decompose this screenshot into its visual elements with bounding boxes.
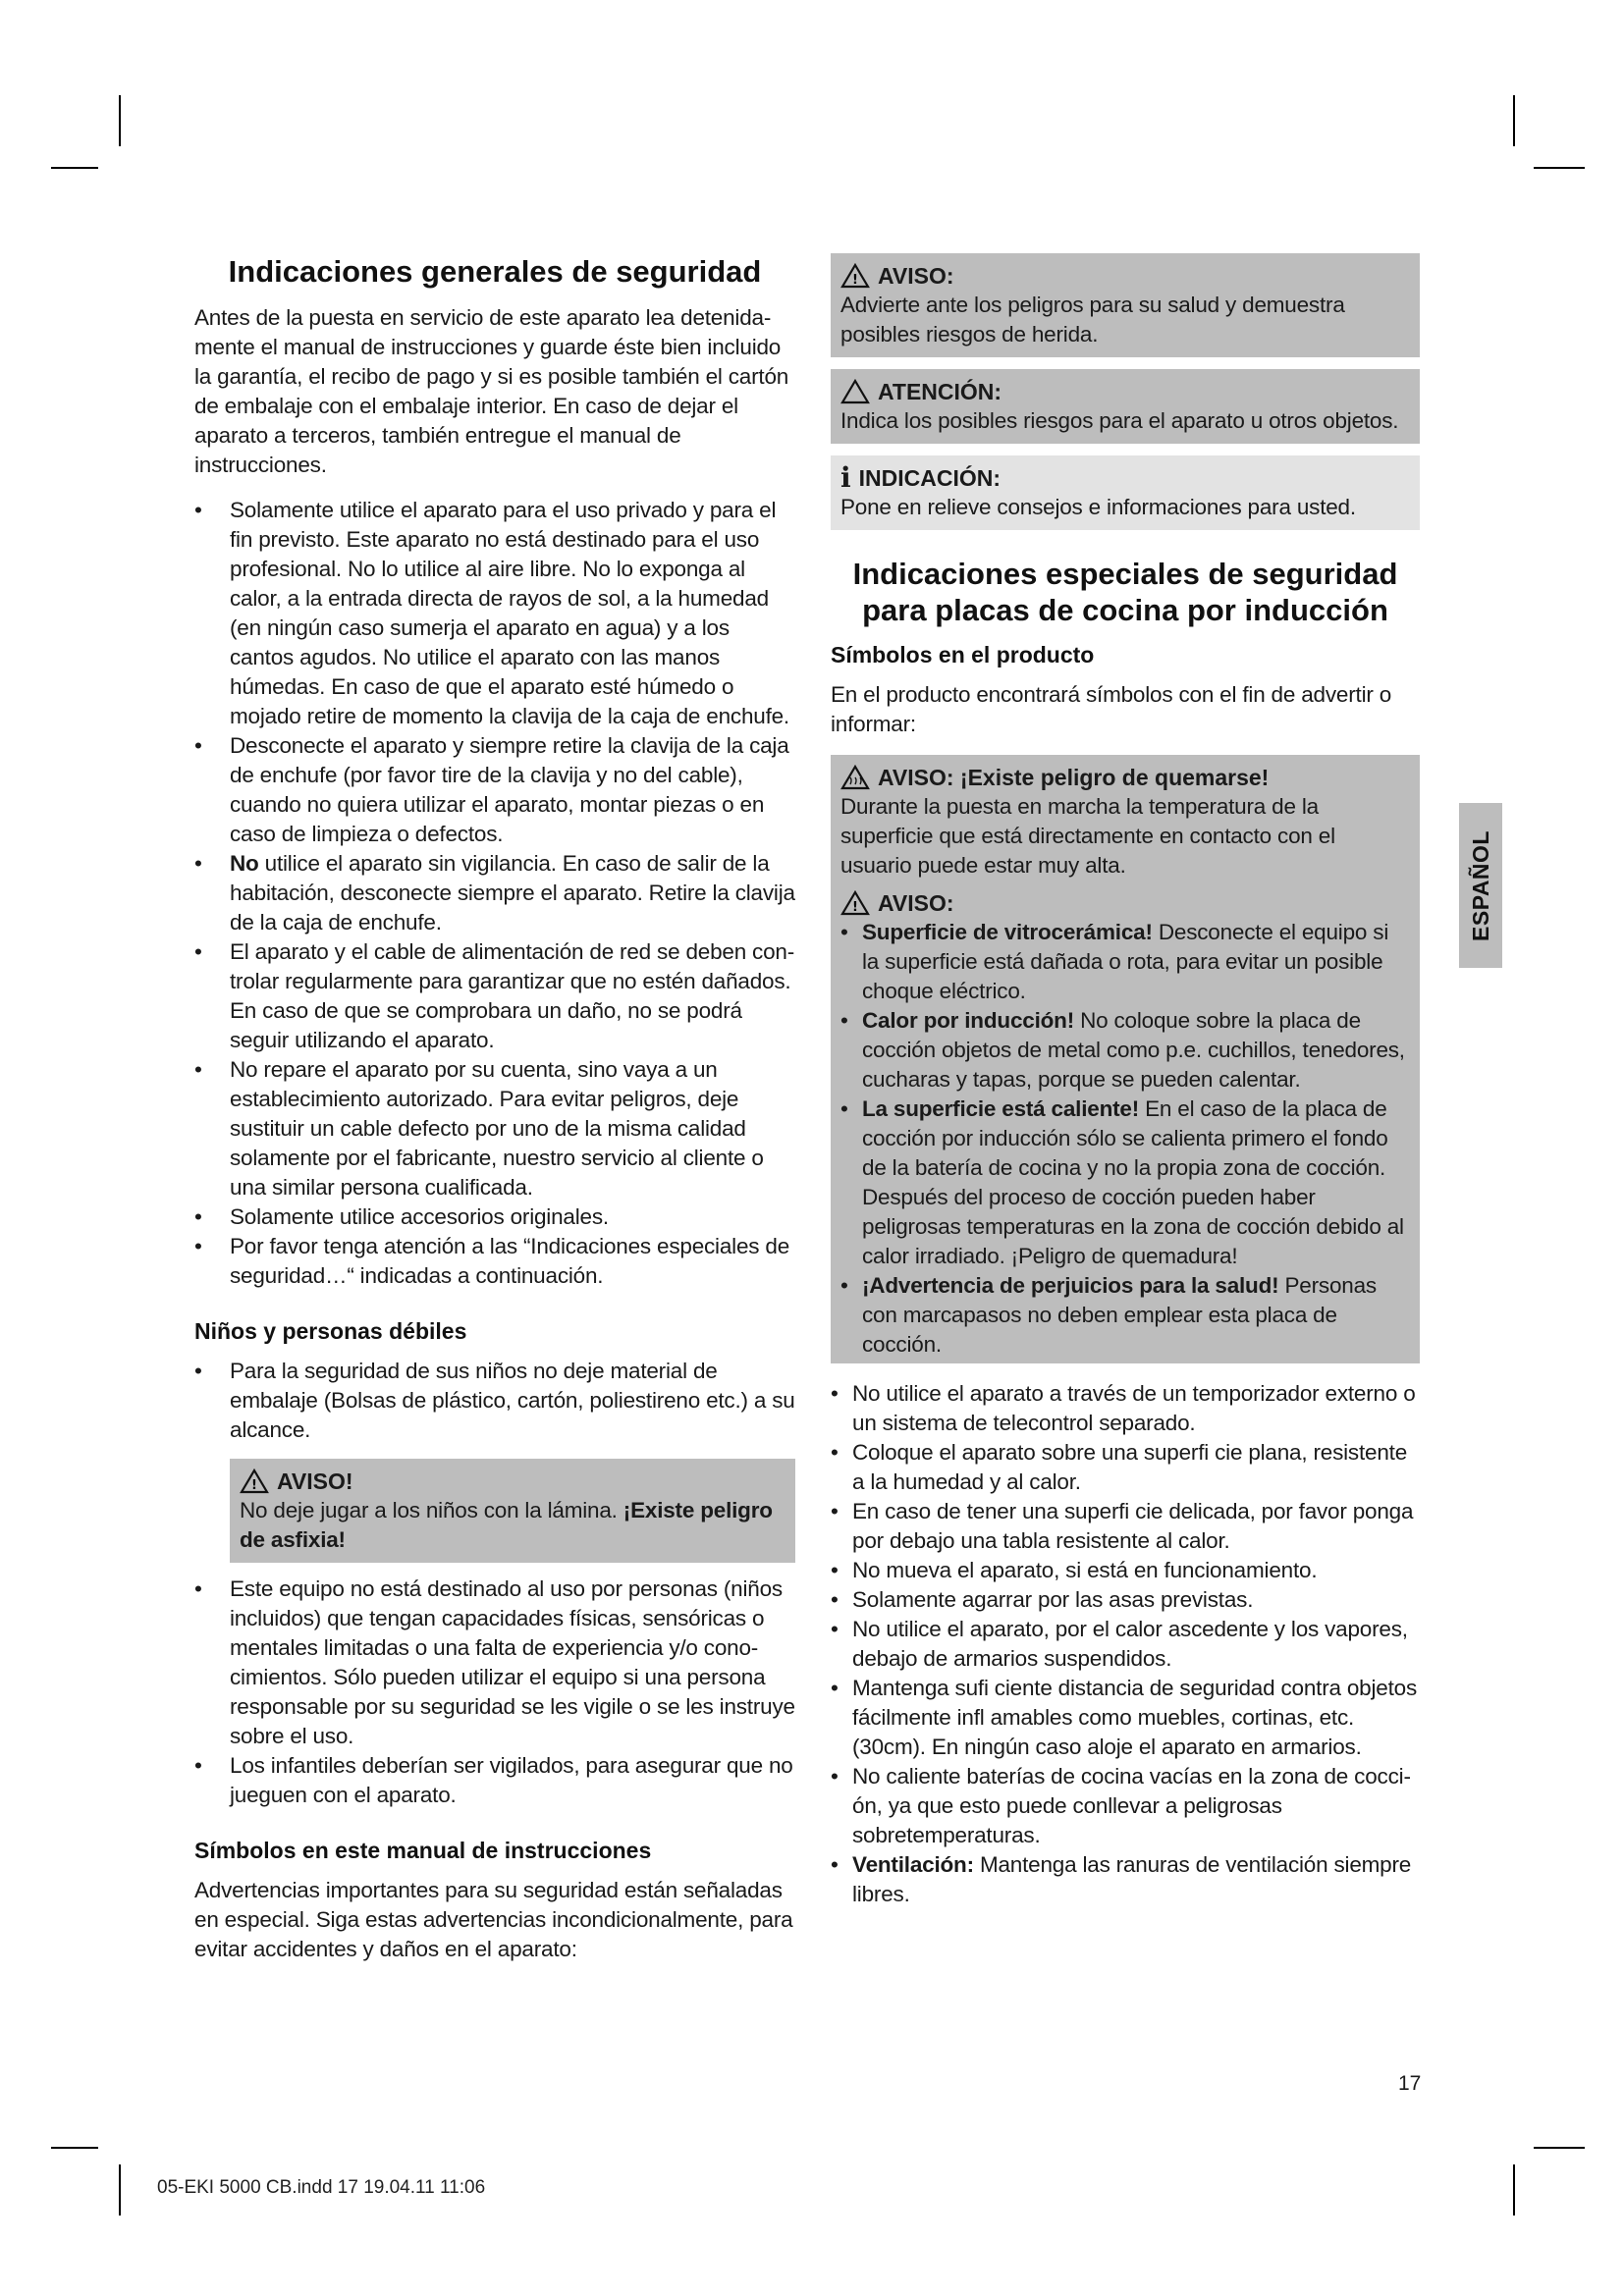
svg-text:!: ! bbox=[852, 273, 858, 288]
burn-warning-list bbox=[840, 918, 1410, 1360]
list-item-text: utilice el aparato sin vigilancia. En caso de salir de la habitación, desconecte siempre el aparato. Retire la clavija de la caja de enchufe. bbox=[230, 851, 795, 935]
crop-mark bbox=[1534, 2147, 1585, 2149]
list-item: • Para la seguridad de sus niños no deje material de embalaje (Bolsas de plástico, cartón, poliestireno etc.) a su alcance. bbox=[194, 1357, 795, 1445]
list-item: • No utilice el aparato a través de un temporizador externo o un sistema de telecontrol separado. bbox=[831, 1379, 1420, 1438]
language-tab bbox=[1459, 803, 1502, 968]
induction-bullet-list bbox=[831, 1379, 1420, 1909]
list-item: • Desconecte el aparato y siempre retire la clavija de la caja de enchufe (por favor tire de la clavija y no del cable), cuando no quiera utilizar el aparato, montar piezas o en caso de limpieza o defectos. bbox=[194, 731, 795, 849]
crop-mark bbox=[119, 2164, 121, 2216]
list-item: • En caso de tener una superfi cie delicada, por favor ponga por debajo una tabla resistente al calor. bbox=[831, 1497, 1420, 1556]
box-title-row bbox=[840, 377, 1410, 406]
list-item bbox=[840, 918, 1410, 1006]
box-text: Pone en relieve consejos e informaciones para usted. bbox=[840, 495, 1356, 519]
bold-text: ¡Advertencia de perjuicios para la salud! bbox=[862, 1273, 1279, 1299]
crop-mark bbox=[119, 95, 121, 146]
crop-mark bbox=[51, 2147, 98, 2149]
atencion-legend-box bbox=[831, 369, 1420, 444]
intro-paragraph: Antes de la puesta en servicio de este aparato lea detenidamente el manual de instrucciones y guarde éste bien incluido la garantía, el recibo de pago y si es posible también el cartón de embalaje con el embalaje interior. En caso de dejar el aparato a terceros, también entregue el manual de instrucciones. bbox=[194, 305, 789, 478]
list-item: • No caliente baterías de cocina vacías en la zona de cocción, ya que esto puede conllevar a peligrosas sobretemperaturas. bbox=[831, 1762, 1420, 1850]
crop-mark bbox=[1534, 167, 1585, 169]
bold-text: Superficie de vitrocerámica! bbox=[862, 920, 1153, 945]
box-title-row bbox=[840, 888, 1410, 918]
right-column bbox=[831, 253, 1420, 1909]
hot-surface-icon bbox=[840, 765, 870, 790]
list-item: • Por favor tenga atención a las “Indicaciones especiales de seguridad…“ indicadas a continuación. bbox=[194, 1232, 795, 1291]
list-item: • El aparato y el cable de alimentación de red se deben controlar regularmente para garantizar que no estén dañados. En caso de que se comprobara un daño, no se podrá seguir utilizando el aparato. bbox=[194, 937, 795, 1055]
warning-triangle-icon bbox=[840, 890, 870, 916]
children-bullet-list-2 bbox=[194, 1575, 795, 1810]
children-heading: Niños y personas débiles bbox=[194, 1318, 467, 1345]
list-item bbox=[831, 1850, 1420, 1909]
indicacion-legend-box bbox=[831, 455, 1420, 530]
list-item: • Coloque el aparato sobre una superfi cie plana, resistente a la humedad y al calor. bbox=[831, 1438, 1420, 1497]
children-bullet-list bbox=[194, 1357, 795, 1445]
crop-mark bbox=[1513, 95, 1515, 146]
box-title: AVISO: bbox=[878, 890, 954, 917]
list-item: • Mantenga sufi ciente distancia de seguridad contra objetos fácilmente infl amables como muebles, cortinas, etc. (30cm). En ningún caso aloje el aparato en armarios. bbox=[831, 1674, 1420, 1762]
list-item: • Los infantiles deberían ser vigilados, para asegurar que no jueguen con el aparato. bbox=[194, 1751, 795, 1810]
box-title-row bbox=[840, 763, 1410, 792]
aviso-legend-box bbox=[831, 253, 1420, 357]
list-item-text: No coloque sobre la placa de cocción objetos de metal como p.e. cuchillos, tenedores, cucharas y tapas, porque se pueden calentar. bbox=[862, 1008, 1405, 1093]
box-title-row bbox=[240, 1467, 785, 1496]
crop-mark bbox=[51, 167, 98, 169]
list-item-text: Personas con marcapasos no deben emplear esta placa de cocción. bbox=[862, 1273, 1377, 1358]
manual-symbols-heading: Símbolos en este manual de instrucciones bbox=[194, 1838, 652, 1864]
bold-text: Ventilación: bbox=[852, 1852, 974, 1878]
manual-symbols-text: Advertencias importantes para su seguridad están señaladas en especial. Siga estas advertencias incondicionalmente, para evitar accidentes y daños en el aparato: bbox=[194, 1878, 793, 1962]
product-symbols-heading: Símbolos en el producto bbox=[831, 642, 1095, 668]
induction-safety-title: Indicaciones especiales de seguridad para placas de cocina por inducción bbox=[852, 557, 1398, 628]
list-item: • No utilice el aparato, por el calor ascedente y los vapores, debajo de armarios suspendidos. bbox=[831, 1615, 1420, 1674]
box-title: AVISO: bbox=[878, 263, 954, 289]
language-tab-label: ESPAÑOL bbox=[1467, 829, 1493, 941]
list-item bbox=[840, 1006, 1410, 1095]
crop-mark bbox=[1513, 2164, 1515, 2216]
left-column bbox=[194, 253, 795, 1980]
box-title: ATENCIÓN: bbox=[878, 379, 1002, 404]
box-text bbox=[240, 1496, 785, 1555]
caution-triangle-icon bbox=[840, 379, 870, 404]
bold-text: No bbox=[230, 851, 259, 877]
list-item bbox=[840, 1095, 1410, 1271]
aviso-asfixia-box bbox=[230, 1459, 795, 1563]
list-item: • Solamente agarrar por las asas previstas. bbox=[831, 1585, 1420, 1615]
page-number: 17 bbox=[1398, 2072, 1422, 2095]
product-symbols-text: En el producto encontrará símbolos con el fin de advertir o informar: bbox=[831, 682, 1392, 737]
list-item: • Este equipo no está destinado al uso por personas (niños incluidos) que tengan capacidades físicas, sensóricas o mentales limitadas o una falta de experiencia y/o conocimientos. Sólo pueden utilizar el equipo si una persona responsable por su seguridad se les vigile o se les instruye sobre el uso. bbox=[194, 1575, 795, 1751]
warning-triangle-icon bbox=[240, 1468, 269, 1494]
burn-warning-box bbox=[831, 755, 1420, 1363]
box-title: AVISO: ¡Existe peligro de quemarse! bbox=[878, 765, 1270, 791]
list-item: • Solamente utilice accesorios originales. bbox=[194, 1202, 795, 1232]
general-safety-title: Indicaciones generales de seguridad bbox=[228, 254, 762, 289]
list-item: • No repare el aparato por su cuenta, sino vaya a un establecimiento autorizado. Para evitar peligros, deje sustituir un cable defecto por uno de la misma calidad solamente por el fabricante, nuestro servicio al cliente o una similar persona cualificada. bbox=[194, 1055, 795, 1202]
list-item-text: En el caso de la placa de cocción por inducción sólo se calienta primero el fondo de la batería de cocina y no la propia zona de cocción. Después del proceso de cocción pueden haber peligrosas temperaturas en la zona de cocción debido al calor irradiado. ¡Peligro de quemadura! bbox=[862, 1096, 1404, 1269]
box-title-row bbox=[840, 463, 1410, 493]
print-footer: 05-EKI 5000 CB.indd 17 19.04.11 11:06 bbox=[157, 2177, 486, 2198]
bold-text: La superficie está caliente! bbox=[862, 1096, 1140, 1122]
list-item: • No mueva el aparato, si está en funcionamiento. bbox=[831, 1556, 1420, 1585]
box-text-plain: No deje jugar a los niños con la lámina. bbox=[240, 1498, 623, 1523]
bold-text: Calor por inducción! bbox=[862, 1008, 1075, 1034]
svg-text:!: ! bbox=[852, 900, 858, 916]
box-text-bold: ¡Existe peligro de asfixia! bbox=[240, 1498, 773, 1553]
box-title: INDICACIÓN: bbox=[858, 465, 1001, 491]
info-icon: i bbox=[840, 461, 851, 494]
list-item bbox=[840, 1271, 1410, 1360]
box-title-row bbox=[840, 261, 1410, 291]
general-bullet-list bbox=[194, 496, 795, 1291]
box-text: Advierte ante los peligros para su salud y demuestra posibles riesgos de herida. bbox=[840, 293, 1345, 347]
list-item-text: Mantenga las ranuras de ventilación siempre libres. bbox=[852, 1852, 1412, 1907]
list-item-text: Desconecte el equipo si la superficie está dañada o rota, para evitar un posible choque eléctrico. bbox=[862, 920, 1389, 1004]
box-text: Durante la puesta en marcha la temperatura de la superficie que está directamente en contacto con el usuario puede estar muy alta. bbox=[840, 794, 1335, 879]
svg-text:!: ! bbox=[251, 1478, 257, 1494]
list-item bbox=[194, 849, 795, 937]
box-title: AVISO! bbox=[277, 1468, 353, 1495]
warning-triangle-icon bbox=[840, 263, 870, 289]
list-item: • Solamente utilice el aparato para el uso privado y para el fin previsto. Este aparato no está destinado para el uso profesional. No lo utilice al aire libre. No lo exponga al calor, a la entrada directa de rayos de sol, a la humedad (en ningún caso sumerja el aparato en agua) y a los cantos agudos. No utilice el aparato con las manos húmedas. En caso de que el aparato esté húmedo o mojado retire de momento la clavija de la caja de enchufe. bbox=[194, 496, 795, 731]
box-text: Indica los posibles riesgos para el aparato u otros objetos. bbox=[840, 408, 1399, 433]
